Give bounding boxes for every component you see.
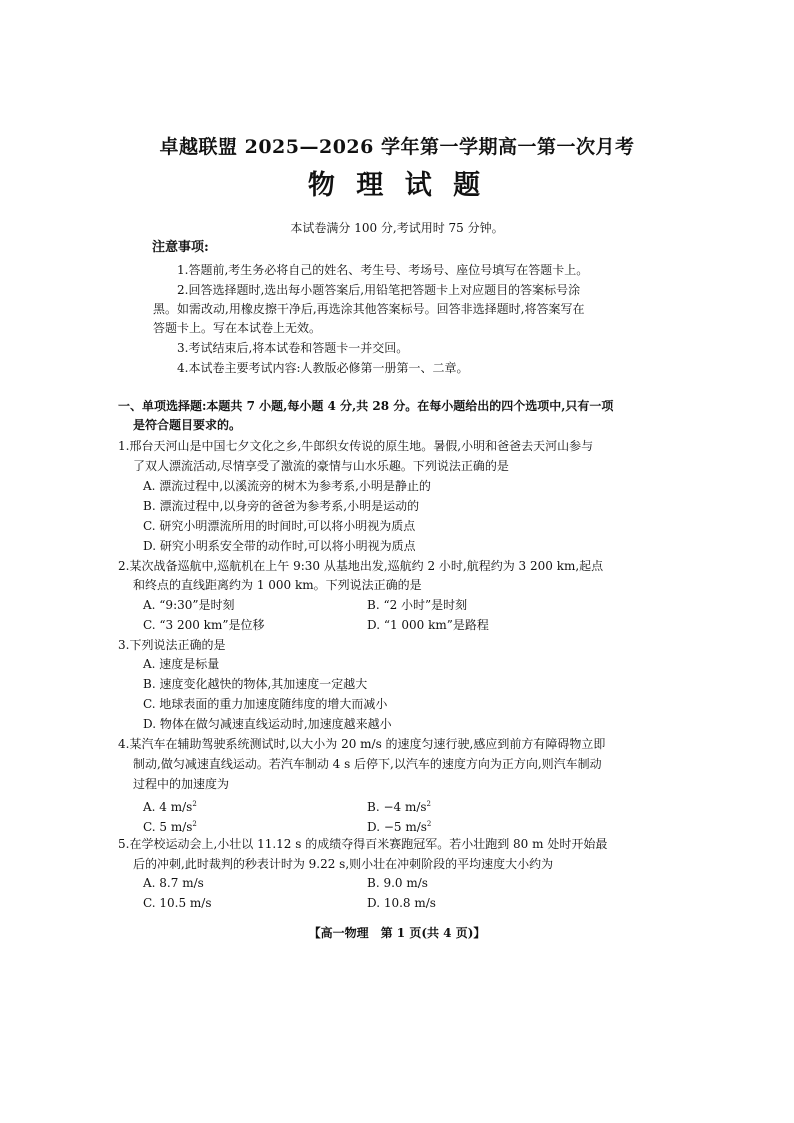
question-2-stem-line-2: 和终点的直线距离约为 1 000 km。下列说法正确的是 [133, 578, 422, 592]
question-5-stem-line-1: 5.在学校运动会上,小壮以 11.12 s 的成绩夺得百米赛跑冠军。若小壮跑到 80 m 处时开始最 [118, 837, 608, 851]
question-4-option-c: C. 5 $m/s^2$ [143, 820, 197, 834]
question-5-option-d: D. 10.8 m/s [367, 896, 436, 910]
question-1-option-a: A. 漂流过程中,以溪流旁的树木为参考系,小明是静止的 [143, 479, 431, 493]
section-heading-line-1: 一、单项选择题:本题共 7 小题,每小题 4 分,共 28 分。在每小题给出的四个选项中,只有一项 [118, 399, 614, 413]
question-1-option-d: D. 研究小明系安全带的动作时,可以将小明视为质点 [143, 539, 416, 553]
notes-heading: 注意事项: [152, 240, 209, 255]
question-2-option-d: D. “1 000 km”是路程 [367, 618, 489, 632]
note-3: 3.考试结束后,将本试卷和答题卡一并交回。 [177, 341, 409, 355]
question-3-option-b: B. 速度变化越快的物体,其加速度一定越大 [143, 677, 368, 691]
note-2-line-2: 黑。如需改动,用橡皮擦干净后,再选涂其他答案标号。回答非选择题时,将答案写在 [153, 302, 585, 316]
note-2-line-1: 2.回答选择题时,选出每小题答案后,用铅笔把答题卡上对应题目的答案标号涂 [177, 283, 581, 297]
question-3-option-a: A. 速度是标量 [143, 657, 220, 671]
question-1-option-b: B. 漂流过程中,以身旁的爸爸为参考系,小明是运动的 [143, 499, 420, 513]
note-2-line-3: 答题卡上。写在本试卷上无效。 [153, 321, 322, 335]
question-1-option-c: C. 研究小明漂流所用的时间时,可以将小明视为质点 [143, 519, 416, 533]
section-heading-line-2: 是符合题目要求的。 [133, 418, 242, 432]
question-2-stem-line-1: 2.某次战备巡航中,巡航机在上午 9:30 从基地出发,巡航约 2 小时,航程约为 3 200 km,起点 [118, 559, 604, 573]
question-5-option-b: B. 9.0 m/s [367, 876, 428, 890]
question-5-stem-line-2: 后的冲刺,此时裁判的秒表计时为 9.22 s,则小壮在冲刺阶段的平均速度大小约为 [133, 857, 554, 871]
question-3-stem: 3.下列说法正确的是 [118, 638, 226, 652]
note-4: 4.本试卷主要考试内容:人教版必修第一册第一、二章。 [177, 361, 469, 375]
note-1: 1.答题前,考生务必将自己的姓名、考生号、考场号、座位号填写在答题卡上。 [177, 263, 589, 277]
question-3-option-d: D. 物体在做匀减速直线运动时,加速度越来越小 [143, 717, 392, 731]
question-5-option-a: A. 8.7 m/s [143, 876, 204, 890]
exam-title: 卓越联盟 2025—2026 学年第一学期高一第一次月考 [159, 136, 635, 158]
question-4-option-b: B. −4 $m/s^2$ [367, 800, 431, 814]
question-1-stem-line-1: 1.邢台天河山是中国七夕文化之乡,牛郎织女传说的原生地。暑假,小明和爸爸去天河山参与 [118, 439, 594, 453]
question-5-option-c: C. 10.5 m/s [143, 896, 212, 910]
question-4-option-d: D. −5 $m/s^2$ [367, 820, 432, 834]
question-4-stem-line-1: 4.某汽车在辅助驾驶系统测试时,以大小为 20 m/s 的速度匀速行驶,感应到前方有障碍物立即 [118, 737, 606, 751]
question-1-stem-line-2: 了双人漂流活动,尽情享受了激流的豪情与山水乐趣。下列说法正确的是 [133, 459, 509, 473]
page-footer: 【高一物理 第 1 页(共 4 页)】 [308, 926, 486, 940]
question-2-option-b: B. “2 小时”是时刻 [367, 598, 468, 612]
question-4-stem-line-3: 过程中的加速度为 [133, 777, 230, 791]
question-4-option-a: A. 4 $m/s^2$ [143, 800, 197, 814]
question-2-option-a: A. “9:30”是时刻 [143, 598, 235, 612]
exam-info: 本试卷满分 100 分,考试用时 75 分钟。 [290, 221, 504, 235]
question-2-option-c: C. “3 200 km”是位移 [143, 618, 265, 632]
subject-title: 物 理 试 题 [307, 170, 487, 201]
question-3-option-c: C. 地球表面的重力加速度随纬度的增大而减小 [143, 697, 388, 711]
question-4-stem-line-2: 制动,做匀减速直线运动。若汽车制动 4 s 后停下,以汽车的速度方向为正方向,则汽车制动 [133, 757, 602, 771]
